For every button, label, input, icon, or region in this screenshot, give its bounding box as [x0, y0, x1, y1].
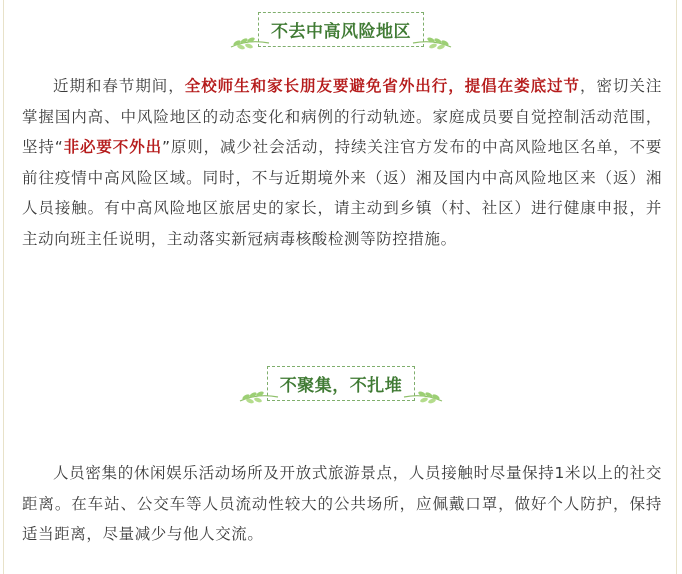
section-heading-wrap — [0, 12, 682, 47]
section-heading — [267, 366, 416, 401]
leaf-ornament-icon — [411, 35, 453, 51]
section-heading — [258, 12, 424, 47]
section-heading-text: 不聚集，不扎堆 — [279, 376, 403, 396]
section-paragraph: 人员密集的休闲娱乐活动场所及开放式旅游景点，人员接触时尽量保持1米以上的社交距离。在车站、公交车等人员流动性较大的公共场所，应佩戴口罩，做好个人防护，保持适当距离，尽量减少与他人交流。 — [22, 464, 662, 543]
leaf-ornament-icon — [402, 389, 444, 405]
highlight-text: 全校师生和家长朋友要避免省外出行，提倡在娄底过节 — [184, 77, 580, 95]
section-heading-wrap — [0, 366, 682, 401]
section-heading-text: 不去中高风险地区 — [271, 22, 411, 42]
paragraph-text: ，密切关注掌握国内高、中风险地区的动态变化和病例的行动轨迹。家庭成员要自觉控制活动范围，坚持“ — [22, 77, 662, 156]
leaf-ornament-icon — [229, 35, 271, 51]
paragraph-text: ”原则，减少社会活动，持续关注官方发布的中高风险地区名单，不要前往疫情中高风险区域。同时，不与近期境外来（返）湘及国内中高风险地区来（返）湘人员接触。有中高风险地区旅居史的家长，请主动到乡镇（村、社区）进行健康申报，并主动向班主任说明，主动落实新冠病毒核酸检测等防控措施。 — [22, 138, 662, 248]
section-paragraph — [22, 71, 662, 254]
leaf-ornament-icon — [238, 389, 280, 405]
highlight-text: 非必要不外出 — [63, 138, 162, 156]
paragraph-text: 近期和春节期间， — [53, 77, 185, 95]
